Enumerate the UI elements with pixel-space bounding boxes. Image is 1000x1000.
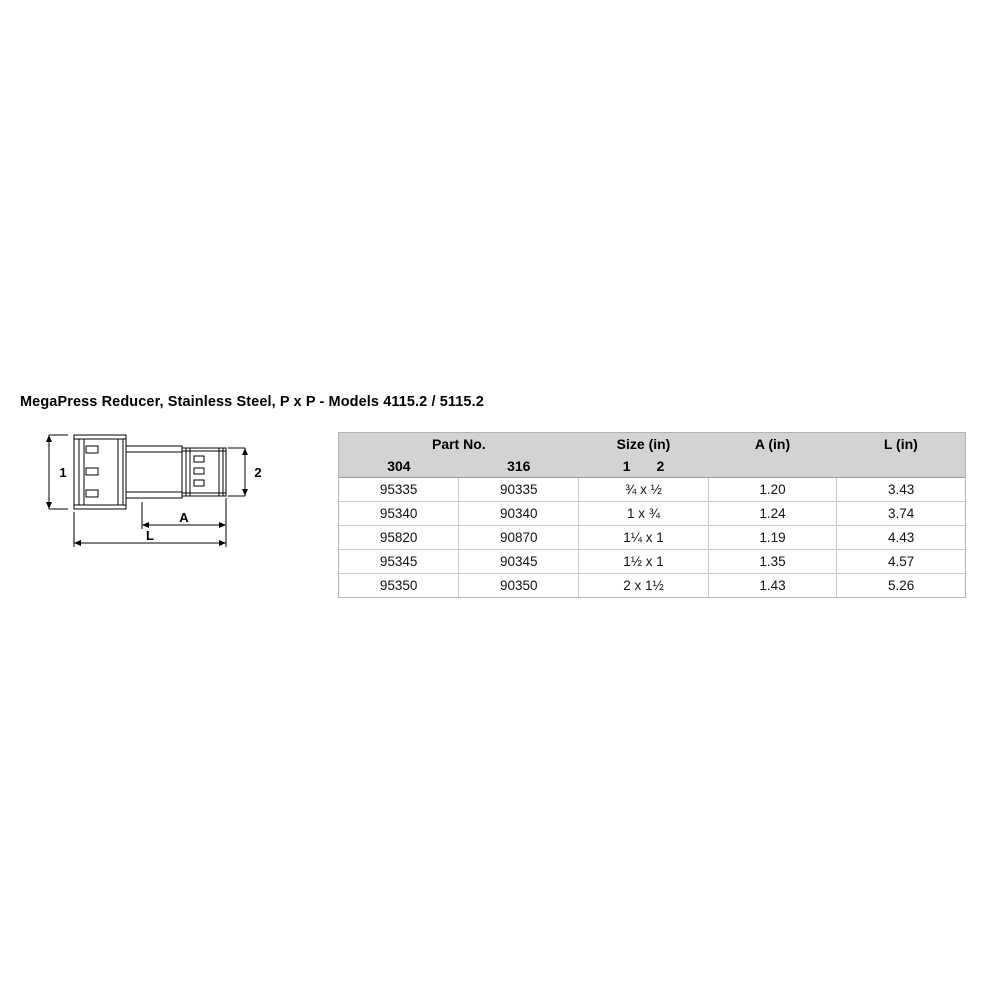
cell-part-304: 95340 (339, 502, 459, 526)
spec-table-container (338, 432, 966, 598)
reducer-fitting-diagram (18, 424, 318, 569)
dim-label-2: 2 (254, 465, 262, 480)
cell-size: 2 x 1½ (579, 574, 709, 598)
cell-l: 4.43 (837, 526, 965, 550)
cell-a: 1.35 (708, 550, 836, 574)
cell-a: 1.43 (708, 574, 836, 598)
header-sub-316: 316 (459, 455, 579, 478)
cell-a: 1.19 (708, 526, 836, 550)
cell-l: 3.43 (837, 478, 965, 502)
header-size: Size (in) (579, 433, 709, 455)
cell-a: 1.24 (708, 502, 836, 526)
cell-size: ¾ x ½ (579, 478, 709, 502)
cell-part-316: 90340 (459, 502, 579, 526)
table-row (339, 526, 965, 550)
header-sub-304: 304 (339, 455, 459, 478)
table-row (339, 574, 965, 598)
product-drawing (18, 424, 318, 569)
cell-size: 1¼ x 1 (579, 526, 709, 550)
cell-size: 1½ x 1 (579, 550, 709, 574)
page-title: MegaPress Reducer, Stainless Steel, P x P - Models 4115.2 / 5115.2 (20, 394, 484, 410)
cell-part-316: 90870 (459, 526, 579, 550)
cell-a: 1.20 (708, 478, 836, 502)
header-part-no: Part No. (339, 433, 579, 455)
cell-size: 1 x ¾ (579, 502, 709, 526)
cell-part-316: 90345 (459, 550, 579, 574)
header-sub-size-2: 2 (656, 458, 665, 474)
header-sub-size (579, 455, 709, 478)
table-header-row-2 (339, 455, 965, 478)
header-sub-size-1: 1 (622, 458, 631, 474)
header-sub-l (837, 455, 965, 478)
cell-part-304: 95345 (339, 550, 459, 574)
cell-part-304: 95350 (339, 574, 459, 598)
spec-table (339, 433, 965, 597)
header-sub-a (708, 455, 836, 478)
cell-part-304: 95335 (339, 478, 459, 502)
cell-part-316: 90335 (459, 478, 579, 502)
header-a: A (in) (708, 433, 836, 455)
table-row (339, 502, 965, 526)
cell-l: 4.57 (837, 550, 965, 574)
cell-l: 5.26 (887, 578, 915, 593)
cell-part-304: 95820 (339, 526, 459, 550)
table-row (339, 550, 965, 574)
dim-label-1: 1 (59, 465, 67, 480)
header-l: L (in) (837, 433, 965, 455)
cell-part-316: 90350 (459, 574, 579, 598)
cell-l: 3.74 (837, 502, 965, 526)
dim-label-a: A (179, 510, 189, 525)
table-row (339, 478, 965, 502)
table-header-row-1 (339, 433, 965, 455)
dim-label-l: L (146, 528, 154, 543)
